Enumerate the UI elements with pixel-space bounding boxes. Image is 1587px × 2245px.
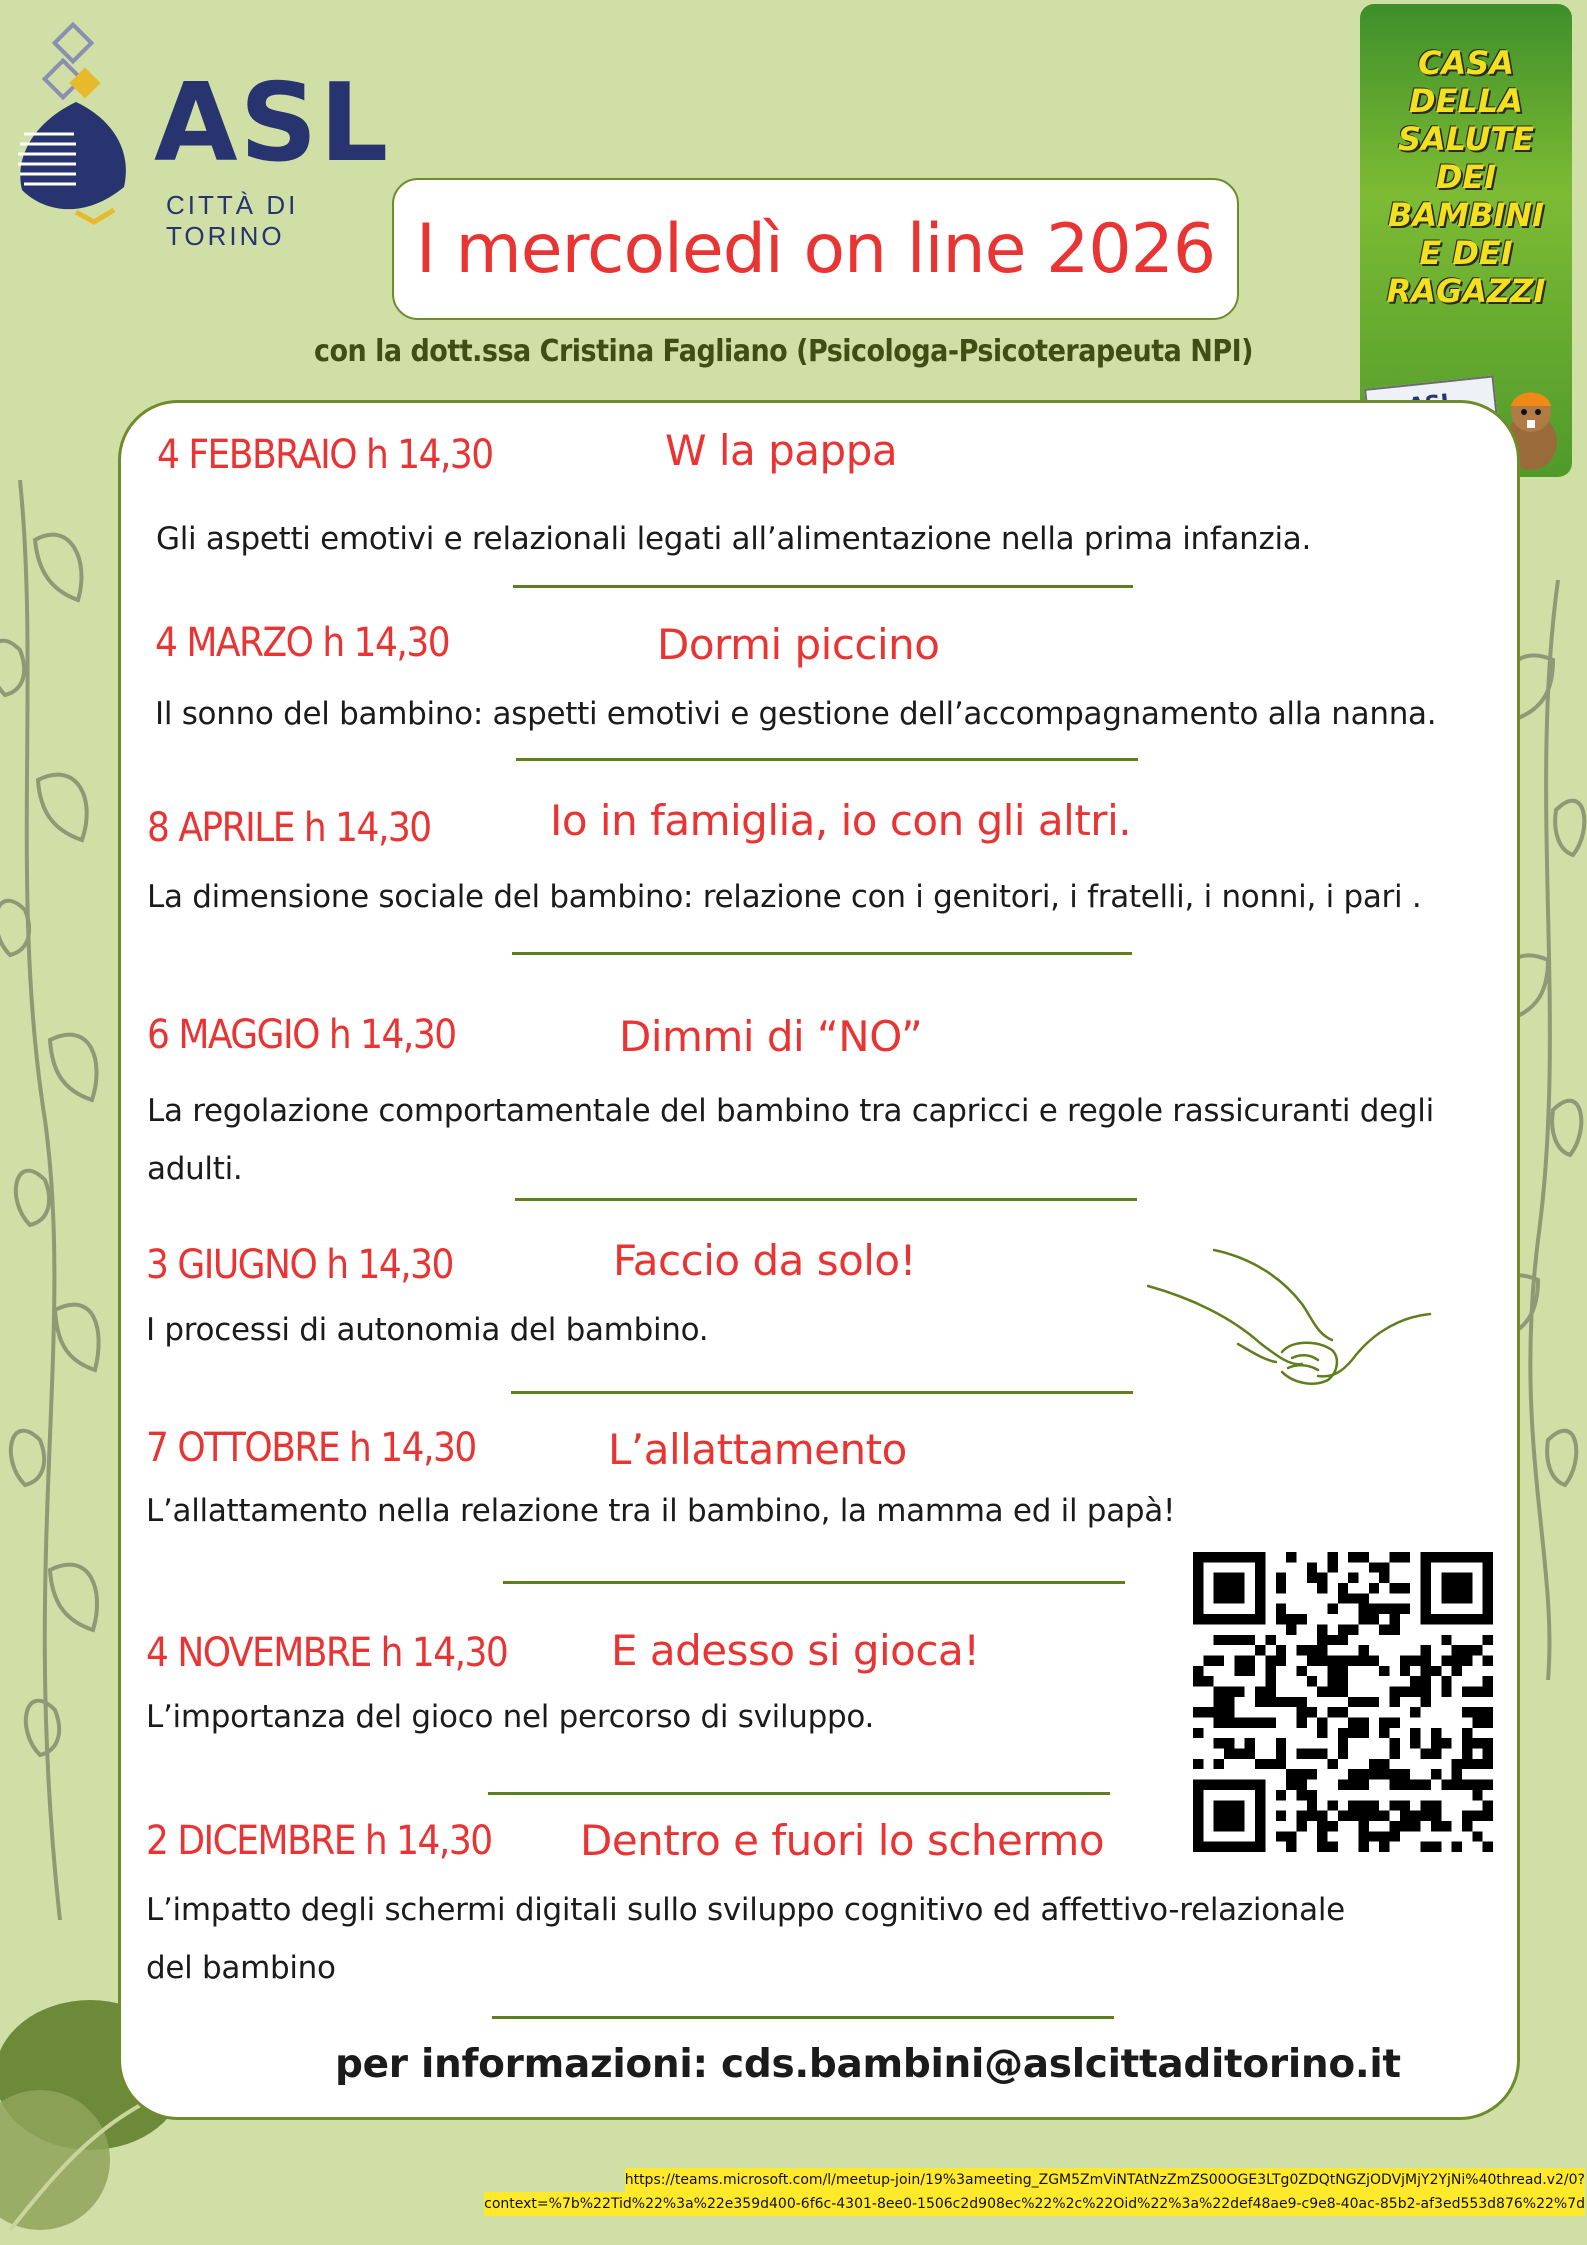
contact-info: per informazioni: cds.bambini@aslcittaditorino.it bbox=[335, 2042, 1401, 2087]
event-date: 2 DICEMBRE h 14,30 bbox=[146, 1818, 492, 1864]
event-date: 6 MAGGIO h 14,30 bbox=[147, 1012, 456, 1058]
event-date: 4 MARZO h 14,30 bbox=[155, 620, 450, 666]
teams-link-line[interactable]: https://teams.microsoft.com/l/meetup-join/19%3ameeting_ZGM5ZmViNTAtNzZmZS00OGE3LTg0ZDQtNGZjODVjMjY2YjNi%40thread.v2/0? bbox=[625, 2168, 1585, 2192]
poster-title-line: E DEI bbox=[1419, 234, 1513, 272]
event-description: I processi di autonomia del bambino. bbox=[146, 1312, 709, 1348]
holding-hands-illustration bbox=[1142, 1248, 1432, 1408]
divider bbox=[515, 1198, 1137, 1201]
event-date: 7 OTTOBRE h 14,30 bbox=[146, 1425, 476, 1471]
event-topic: Faccio da solo! bbox=[613, 1236, 916, 1285]
event-topic: Dormi piccino bbox=[657, 620, 940, 669]
event-topic: W la pappa bbox=[665, 426, 898, 475]
poster-title-line: DEI bbox=[1435, 158, 1497, 196]
page-subtitle: con la dott.ssa Cristina Fagliano (Psicologa-Psicoterapeuta NPI) bbox=[314, 334, 1254, 369]
title-box bbox=[392, 178, 1239, 320]
qr-code[interactable] bbox=[1193, 1552, 1493, 1852]
poster-title-line: BAMBINI bbox=[1388, 196, 1544, 234]
poster-title-line: DELLA bbox=[1409, 82, 1523, 120]
event-description: Gli aspetti emotivi e relazionali legati all’alimentazione nella prima infanzia. bbox=[156, 521, 1312, 557]
divider bbox=[488, 1792, 1110, 1795]
event-topic: Io in famiglia, io con gli altri. bbox=[550, 796, 1132, 845]
event-description: L’impatto degli schermi digitali sullo sviluppo cognitivo ed affettivo-relazionale del bambino bbox=[146, 1892, 1345, 1986]
event-topic: Dimmi di “NO” bbox=[619, 1012, 923, 1061]
poster-title-line: CASA bbox=[1417, 44, 1515, 82]
poster-title-line: SALUTE bbox=[1397, 120, 1535, 158]
poster-title bbox=[1370, 44, 1562, 310]
poster-title-line: RAGAZZI bbox=[1386, 272, 1546, 310]
asl-logo-text: ASL bbox=[154, 61, 391, 186]
event-topic: L’allattamento bbox=[608, 1425, 907, 1474]
asl-logo-subtitle: CITTÀ DI TORINO bbox=[166, 190, 299, 251]
decorative-vine-left bbox=[0, 480, 110, 1920]
event-date: 3 GIUGNO h 14,30 bbox=[146, 1242, 453, 1288]
event-date: 4 NOVEMBRE h 14,30 bbox=[146, 1630, 508, 1676]
event-description: L’allattamento nella relazione tra il bambino, la mamma ed il papà! bbox=[146, 1493, 1176, 1529]
divider bbox=[492, 2016, 1114, 2019]
teams-meeting-link[interactable] bbox=[390, 2168, 1587, 2216]
event-topic: Dentro e fuori lo schermo bbox=[580, 1816, 1105, 1865]
asl-logo-mark-icon bbox=[14, 22, 134, 227]
asl-logo bbox=[14, 22, 394, 251]
divider bbox=[516, 758, 1138, 761]
event-description: La dimensione sociale del bambino: relazione con i genitori, i fratelli, i nonni, i pari . bbox=[147, 879, 1422, 915]
event-date: 8 APRILE h 14,30 bbox=[147, 805, 431, 851]
event-date: 4 FEBBRAIO h 14,30 bbox=[157, 432, 493, 478]
event-description: Il sonno del bambino: aspetti emotivi e gestione dell’accompagnamento alla nanna. bbox=[155, 696, 1437, 732]
divider bbox=[513, 585, 1133, 588]
teams-link-line[interactable]: context=%7b%22Tid%22%3a%22e359d400-6f6c-4301-8ee0-1506c2d908ec%22%2c%22Oid%22%3a%22def48ae9-c9e8-40ac-85b2-af3ed553d876%22%7d bbox=[484, 2192, 1585, 2216]
page-title: I mercoledì on line 2026 bbox=[415, 209, 1216, 289]
divider bbox=[512, 952, 1132, 955]
divider bbox=[511, 1391, 1133, 1394]
event-description: La regolazione comportamentale del bambino tra capricci e regole rassicuranti degli adulti. bbox=[147, 1093, 1434, 1187]
divider bbox=[503, 1581, 1125, 1584]
event-topic: E adesso si gioca! bbox=[611, 1626, 980, 1675]
event-description: L’importanza del gioco nel percorso di sviluppo. bbox=[146, 1699, 875, 1735]
